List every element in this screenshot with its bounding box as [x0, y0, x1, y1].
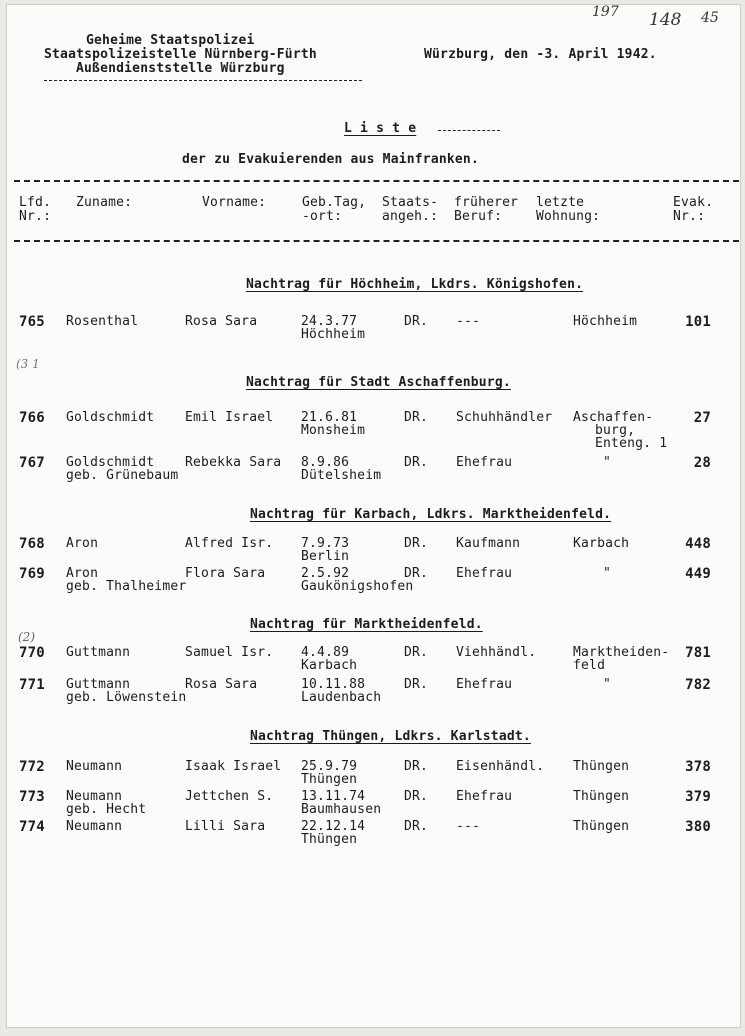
- row-staats: DR.: [404, 819, 429, 834]
- row-vorname: Jettchen S.: [185, 789, 274, 804]
- row-staats: DR.: [404, 677, 429, 692]
- section-heading: Nachtrag für Marktheidenfeld.: [250, 617, 483, 632]
- col-beruf-1: früherer: [454, 195, 519, 210]
- row-beruf: Schuhhändler: [456, 410, 553, 425]
- header-top-rule: [14, 180, 739, 182]
- row-wohnung: Marktheiden-: [573, 645, 670, 660]
- col-wohnung-1: letzte: [536, 195, 585, 210]
- title-trailing-rule: [438, 130, 500, 131]
- row-wohnung: Höchheim: [573, 314, 638, 329]
- row-number: 767: [19, 455, 45, 471]
- row-wohnung: ": [603, 455, 612, 470]
- row-vorname: Emil Israel: [185, 410, 274, 425]
- section-heading: Nachtrag für Stadt Aschaffenburg.: [246, 375, 511, 390]
- row-zuname: Aron: [66, 536, 99, 551]
- row-beruf: Kaufmann: [456, 536, 521, 551]
- row-wohnung: Thüngen: [573, 789, 630, 804]
- row-beruf: Ehefrau: [456, 566, 513, 581]
- row-number: 774: [19, 819, 45, 835]
- row-evak-nr: 781: [685, 645, 711, 661]
- row-vorname: Flora Sara: [185, 566, 266, 581]
- archive-mark-2: 148: [649, 10, 682, 30]
- archive-mark-1: 197: [592, 4, 619, 20]
- row-evak-nr: 27: [693, 410, 711, 426]
- letterhead-line-3: Außendienststelle Würzburg: [76, 61, 285, 76]
- col-staats-1: Staats-: [382, 195, 439, 210]
- row-wohnung: Karbach: [573, 536, 630, 551]
- row-staats: DR.: [404, 455, 429, 470]
- row-geb: 25.9.79: [301, 759, 358, 774]
- section-heading: Nachtrag Thüngen, Ldkrs. Karlstadt.: [250, 729, 531, 744]
- archive-mark-3: 45: [701, 10, 719, 26]
- row-geb: Höchheim: [301, 327, 366, 342]
- row-evak-nr: 449: [685, 566, 711, 582]
- row-zuname: geb. Grünebaum: [66, 468, 179, 483]
- row-vorname: Isaak Israel: [185, 759, 282, 774]
- row-number: 769: [19, 566, 45, 582]
- row-geb: 2.5.92: [301, 566, 350, 581]
- row-zuname: Guttmann: [66, 677, 131, 692]
- col-evak-2: Nr.:: [673, 209, 706, 224]
- row-staats: DR.: [404, 410, 429, 425]
- row-geb: Monsheim: [301, 423, 366, 438]
- row-geb: 21.6.81: [301, 410, 358, 425]
- row-beruf: Ehefrau: [456, 789, 513, 804]
- row-evak-nr: 379: [685, 789, 711, 805]
- row-geb: Thüngen: [301, 832, 358, 847]
- row-geb: Karbach: [301, 658, 358, 673]
- row-beruf: Eisenhändl.: [456, 759, 545, 774]
- row-zuname: geb. Hecht: [66, 802, 147, 817]
- row-staats: DR.: [404, 645, 429, 660]
- row-evak-nr: 782: [685, 677, 711, 693]
- row-zuname: Guttmann: [66, 645, 131, 660]
- row-number: 772: [19, 759, 45, 775]
- document-page: [6, 4, 741, 1028]
- row-wohnung: burg,: [595, 423, 636, 438]
- row-geb: Baumhausen: [301, 802, 382, 817]
- row-wohnung: ": [603, 566, 612, 581]
- row-vorname: Alfred Isr.: [185, 536, 274, 551]
- row-vorname: Rosa Sara: [185, 677, 258, 692]
- row-geb: Dütelsheim: [301, 468, 382, 483]
- row-geb: 4.4.89: [301, 645, 350, 660]
- row-beruf: Viehhändl.: [456, 645, 537, 660]
- row-zuname: Neumann: [66, 819, 123, 834]
- row-geb: Berlin: [301, 549, 350, 564]
- row-number: 770: [19, 645, 45, 661]
- row-zuname: Neumann: [66, 789, 123, 804]
- list-title: L i s t e: [344, 121, 417, 136]
- col-lfd-1: Lfd.: [19, 195, 52, 210]
- row-vorname: Rosa Sara: [185, 314, 258, 329]
- row-zuname: Rosenthal: [66, 314, 139, 329]
- row-beruf: ---: [456, 819, 481, 834]
- letterhead-rule: [44, 80, 362, 81]
- row-vorname: Samuel Isr.: [185, 645, 274, 660]
- col-staats-2: angeh.:: [382, 209, 439, 224]
- row-geb: Thüngen: [301, 772, 358, 787]
- row-geb: 22.12.14: [301, 819, 366, 834]
- row-vorname: Lilli Sara: [185, 819, 266, 834]
- row-number: 771: [19, 677, 45, 693]
- row-evak-nr: 380: [685, 819, 711, 835]
- row-evak-nr: 28: [693, 455, 711, 471]
- row-zuname: Neumann: [66, 759, 123, 774]
- row-beruf: ---: [456, 314, 481, 329]
- row-evak-nr: 378: [685, 759, 711, 775]
- letterhead-line-1: Geheime Staatspolizei: [86, 33, 255, 48]
- row-number: 765: [19, 314, 45, 330]
- row-evak-nr: 101: [685, 314, 711, 330]
- row-wohnung: Aschaffen-: [573, 410, 654, 425]
- row-beruf: Ehefrau: [456, 677, 513, 692]
- row-wohnung: feld: [573, 658, 606, 673]
- row-number: 766: [19, 410, 45, 426]
- row-zuname: geb. Löwenstein: [66, 690, 187, 705]
- row-number: 773: [19, 789, 45, 805]
- row-geb: 7.9.73: [301, 536, 350, 551]
- header-bottom-rule: [14, 240, 739, 242]
- row-staats: DR.: [404, 789, 429, 804]
- row-staats: DR.: [404, 314, 429, 329]
- row-evak-nr: 448: [685, 536, 711, 552]
- row-beruf: Ehefrau: [456, 455, 513, 470]
- row-geb: Laudenbach: [301, 690, 382, 705]
- row-wohnung: ": [603, 677, 612, 692]
- col-beruf-2: Beruf:: [454, 209, 503, 224]
- row-staats: DR.: [404, 566, 429, 581]
- row-zuname: geb. Thalheimer: [66, 579, 187, 594]
- row-wohnung: Enteng. 1: [595, 436, 668, 451]
- col-vorname: Vorname:: [202, 195, 267, 210]
- row-geb: 24.3.77: [301, 314, 358, 329]
- row-geb: 13.11.74: [301, 789, 366, 804]
- col-geb-1: Geb.Tag,: [302, 195, 367, 210]
- letterhead-line-2: Staatspolizeistelle Nürnberg-Fürth: [44, 47, 317, 62]
- row-geb: 8.9.86: [301, 455, 350, 470]
- col-evak-1: Evak.: [673, 195, 714, 210]
- place-date: Würzburg, den -3. April 1942.: [424, 47, 657, 62]
- col-zuname: Zuname:: [76, 195, 133, 210]
- row-zuname: Goldschmidt: [66, 410, 155, 425]
- row-staats: DR.: [404, 759, 429, 774]
- list-subtitle: der zu Evakuierenden aus Mainfranken.: [182, 152, 479, 167]
- col-lfd-2: Nr.:: [19, 209, 52, 224]
- col-wohnung-2: Wohnung:: [536, 209, 601, 224]
- row-staats: DR.: [404, 536, 429, 551]
- col-geb-2: -ort:: [302, 209, 343, 224]
- side-mark-1: (3 1: [16, 357, 40, 371]
- row-number: 768: [19, 536, 45, 552]
- row-geb: 10.11.88: [301, 677, 366, 692]
- row-vorname: Rebekka Sara: [185, 455, 282, 470]
- side-mark-2: (2): [18, 630, 35, 644]
- row-geb: Gaukönigshofen: [301, 579, 414, 594]
- row-zuname: Aron: [66, 566, 99, 581]
- row-wohnung: Thüngen: [573, 759, 630, 774]
- row-zuname: Goldschmidt: [66, 455, 155, 470]
- section-heading: Nachtrag für Höchheim, Lkdrs. Königshofen.: [246, 277, 584, 292]
- row-wohnung: Thüngen: [573, 819, 630, 834]
- section-heading: Nachtrag für Karbach, Ldkrs. Marktheidenfeld.: [250, 507, 612, 522]
